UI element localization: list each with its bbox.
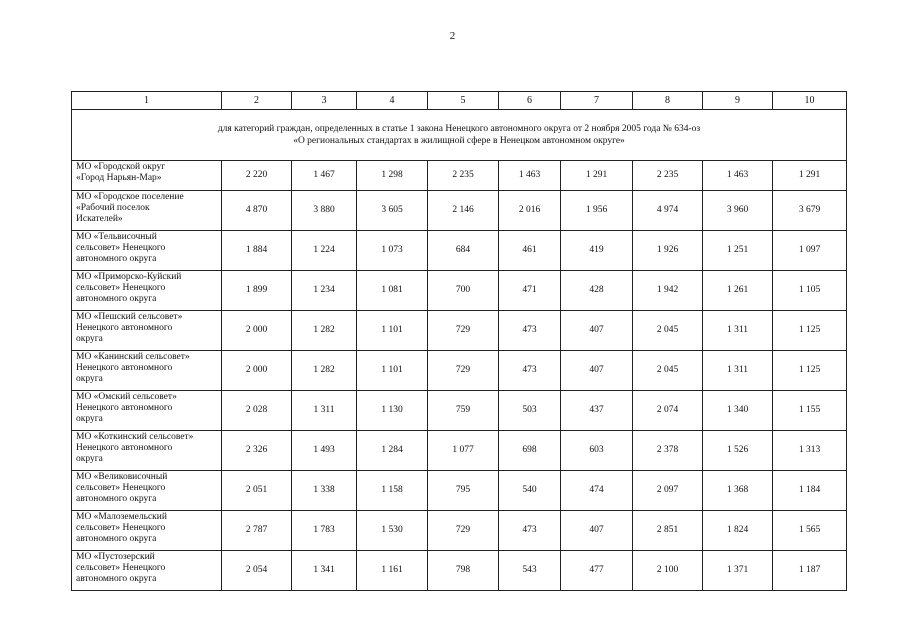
value-cell: 1 311 [703, 351, 773, 391]
value-cell: 1 530 [357, 511, 428, 551]
page-number: 2 [449, 30, 456, 42]
value-cell: 473 [499, 511, 561, 551]
municipality-name-cell [72, 511, 222, 551]
value-cell: 1 234 [292, 271, 357, 311]
municipality-name-line: округа [76, 374, 103, 384]
column-number-row [72, 92, 847, 110]
municipality-name-line: сельсовет» Ненецкого [76, 243, 166, 253]
value-cell: 473 [499, 311, 561, 351]
value-cell: 1 899 [222, 271, 292, 311]
municipality-name-line: «Рабочий поселок [76, 203, 150, 213]
value-cell: 1 282 [292, 311, 357, 351]
value-cell: 1 311 [703, 311, 773, 351]
table-row [72, 351, 847, 391]
municipality-name-line: МО «Тельвисочный [76, 232, 157, 242]
value-cell: 700 [428, 271, 499, 311]
section-caption [72, 110, 847, 161]
value-cell: 1 081 [357, 271, 428, 311]
value-cell: 2 028 [222, 391, 292, 431]
value-cell: 1 155 [773, 391, 847, 431]
value-cell: 1 311 [292, 391, 357, 431]
municipality-name-line: МО «Пустозерский [76, 552, 155, 562]
municipality-name-line: Искателей» [76, 214, 123, 224]
section-caption-row [72, 110, 847, 161]
housing-standards-table [71, 91, 847, 591]
value-cell: 3 880 [292, 191, 357, 231]
municipality-name-line: Ненецкого автономного [76, 363, 173, 373]
municipality-name-line: МО «Малоземельский [76, 512, 167, 522]
value-cell: 1 101 [357, 351, 428, 391]
value-cell: 1 097 [773, 231, 847, 271]
value-cell: 1 371 [703, 551, 773, 591]
value-cell: 503 [499, 391, 561, 431]
caption-line: для категорий граждан, определенных в статье 1 закона Ненецкого автономного округа от 2 ноября 2005 года № 634-оз [217, 124, 701, 134]
value-cell: 2 235 [428, 161, 499, 191]
value-cell: 795 [428, 471, 499, 511]
municipality-name-line: автономного округа [76, 574, 157, 584]
column-header: 2 [222, 92, 292, 110]
value-cell: 2 000 [222, 311, 292, 351]
value-cell: 1 824 [703, 511, 773, 551]
value-cell: 1 926 [633, 231, 703, 271]
value-cell: 1 467 [292, 161, 357, 191]
municipality-name-cell [72, 551, 222, 591]
value-cell: 1 187 [773, 551, 847, 591]
municipality-name-line: МО «Городское поселение [76, 192, 184, 202]
value-cell: 1 282 [292, 351, 357, 391]
municipality-name-cell [72, 431, 222, 471]
value-cell: 1 105 [773, 271, 847, 311]
value-cell: 729 [428, 351, 499, 391]
table-row [72, 311, 847, 351]
column-header: 4 [357, 92, 428, 110]
value-cell: 3 960 [703, 191, 773, 231]
value-cell: 407 [561, 351, 633, 391]
value-cell: 684 [428, 231, 499, 271]
table-row [72, 161, 847, 191]
value-cell: 543 [499, 551, 561, 591]
municipality-name-line: МО «Пешский сельсовет» [76, 312, 183, 322]
municipality-name-line: МО «Канинский сельсовет» [76, 352, 190, 362]
value-cell: 4 974 [633, 191, 703, 231]
value-cell: 1 158 [357, 471, 428, 511]
value-cell: 1 077 [428, 431, 499, 471]
value-cell: 1 291 [773, 161, 847, 191]
column-header: 8 [633, 92, 703, 110]
value-cell: 1 313 [773, 431, 847, 471]
table-row [72, 191, 847, 231]
value-cell: 407 [561, 511, 633, 551]
municipality-name-line: МО «Коткинский сельсовет» [76, 432, 194, 442]
value-cell: 729 [428, 311, 499, 351]
table-row [72, 551, 847, 591]
municipality-name-line: МО «Приморско-Куйский [76, 272, 182, 282]
municipality-name-line: МО «Омский сельсовет» [76, 392, 177, 402]
column-header: 5 [428, 92, 499, 110]
value-cell: 2 000 [222, 351, 292, 391]
value-cell: 2 220 [222, 161, 292, 191]
municipality-name-cell [72, 391, 222, 431]
table-row [72, 511, 847, 551]
municipality-name-cell [72, 351, 222, 391]
column-header: 3 [292, 92, 357, 110]
municipality-name-line: округа [76, 454, 103, 464]
caption-line: «О региональных стандартах в жилищной сфере в Ненецком автономном округе» [293, 136, 625, 146]
municipality-name-line: сельсовет» Ненецкого [76, 523, 166, 533]
municipality-name-line: округа [76, 414, 103, 424]
value-cell: 1 261 [703, 271, 773, 311]
value-cell: 477 [561, 551, 633, 591]
value-cell: 1 251 [703, 231, 773, 271]
municipality-name-cell [72, 311, 222, 351]
value-cell: 2 045 [633, 351, 703, 391]
municipality-name-line: автономного округа [76, 294, 157, 304]
table-row [72, 271, 847, 311]
value-cell: 2 326 [222, 431, 292, 471]
value-cell: 2 097 [633, 471, 703, 511]
municipality-name-line: МО «Великовисочный [76, 472, 168, 482]
value-cell: 2 146 [428, 191, 499, 231]
municipality-name-line: автономного округа [76, 254, 157, 264]
value-cell: 1 493 [292, 431, 357, 471]
value-cell: 1 101 [357, 311, 428, 351]
value-cell: 2 074 [633, 391, 703, 431]
municipality-name-cell [72, 471, 222, 511]
value-cell: 437 [561, 391, 633, 431]
municipality-name-line: Ненецкого автономного [76, 443, 173, 453]
value-cell: 1 565 [773, 511, 847, 551]
value-cell: 461 [499, 231, 561, 271]
column-header: 6 [499, 92, 561, 110]
column-header: 10 [773, 92, 847, 110]
value-cell: 2 045 [633, 311, 703, 351]
municipality-name-line: сельсовет» Ненецкого [76, 563, 166, 573]
value-cell: 2 100 [633, 551, 703, 591]
value-cell: 1 224 [292, 231, 357, 271]
value-cell: 2 851 [633, 511, 703, 551]
value-cell: 2 787 [222, 511, 292, 551]
value-cell: 1 942 [633, 271, 703, 311]
value-cell: 1 526 [703, 431, 773, 471]
column-header: 1 [72, 92, 222, 110]
value-cell: 2 051 [222, 471, 292, 511]
value-cell: 1 463 [703, 161, 773, 191]
municipality-name-cell [72, 191, 222, 231]
table-row [72, 431, 847, 471]
value-cell: 798 [428, 551, 499, 591]
value-cell: 1 291 [561, 161, 633, 191]
value-cell: 1 368 [703, 471, 773, 511]
value-cell: 1 956 [561, 191, 633, 231]
municipality-name-cell [72, 231, 222, 271]
column-header: 9 [703, 92, 773, 110]
value-cell: 1 298 [357, 161, 428, 191]
column-header: 7 [561, 92, 633, 110]
value-cell: 1 073 [357, 231, 428, 271]
value-cell: 1 463 [499, 161, 561, 191]
value-cell: 3 605 [357, 191, 428, 231]
value-cell: 1 161 [357, 551, 428, 591]
municipality-name-line: сельсовет» Ненецкого [76, 283, 166, 293]
municipality-name-line: автономного округа [76, 534, 157, 544]
value-cell: 759 [428, 391, 499, 431]
value-cell: 4 870 [222, 191, 292, 231]
value-cell: 1 884 [222, 231, 292, 271]
municipality-name-line: Ненецкого автономного [76, 403, 173, 413]
value-cell: 407 [561, 311, 633, 351]
value-cell: 1 284 [357, 431, 428, 471]
municipality-name-cell [72, 271, 222, 311]
value-cell: 729 [428, 511, 499, 551]
table-row [72, 231, 847, 271]
municipality-name-line: «Город Нарьян-Мар» [76, 173, 162, 183]
value-cell: 2 378 [633, 431, 703, 471]
table-row [72, 471, 847, 511]
value-cell: 1 783 [292, 511, 357, 551]
value-cell: 698 [499, 431, 561, 471]
municipality-name-line: автономного округа [76, 494, 157, 504]
municipality-name-line: Ненецкого автономного [76, 323, 173, 333]
value-cell: 540 [499, 471, 561, 511]
table-row [72, 391, 847, 431]
value-cell: 428 [561, 271, 633, 311]
value-cell: 1 130 [357, 391, 428, 431]
table-body [72, 92, 847, 591]
value-cell: 2 054 [222, 551, 292, 591]
value-cell: 3 679 [773, 191, 847, 231]
municipality-name-line: МО «Городской округ [76, 162, 166, 172]
value-cell: 1 338 [292, 471, 357, 511]
value-cell: 419 [561, 231, 633, 271]
value-cell: 473 [499, 351, 561, 391]
value-cell: 474 [561, 471, 633, 511]
value-cell: 1 125 [773, 351, 847, 391]
municipality-name-cell [72, 161, 222, 191]
value-cell: 1 184 [773, 471, 847, 511]
value-cell: 1 341 [292, 551, 357, 591]
value-cell: 603 [561, 431, 633, 471]
value-cell: 1 340 [703, 391, 773, 431]
value-cell: 1 125 [773, 311, 847, 351]
municipality-name-line: сельсовет» Ненецкого [76, 483, 166, 493]
municipality-name-line: округа [76, 334, 103, 344]
value-cell: 2 235 [633, 161, 703, 191]
value-cell: 471 [499, 271, 561, 311]
value-cell: 2 016 [499, 191, 561, 231]
